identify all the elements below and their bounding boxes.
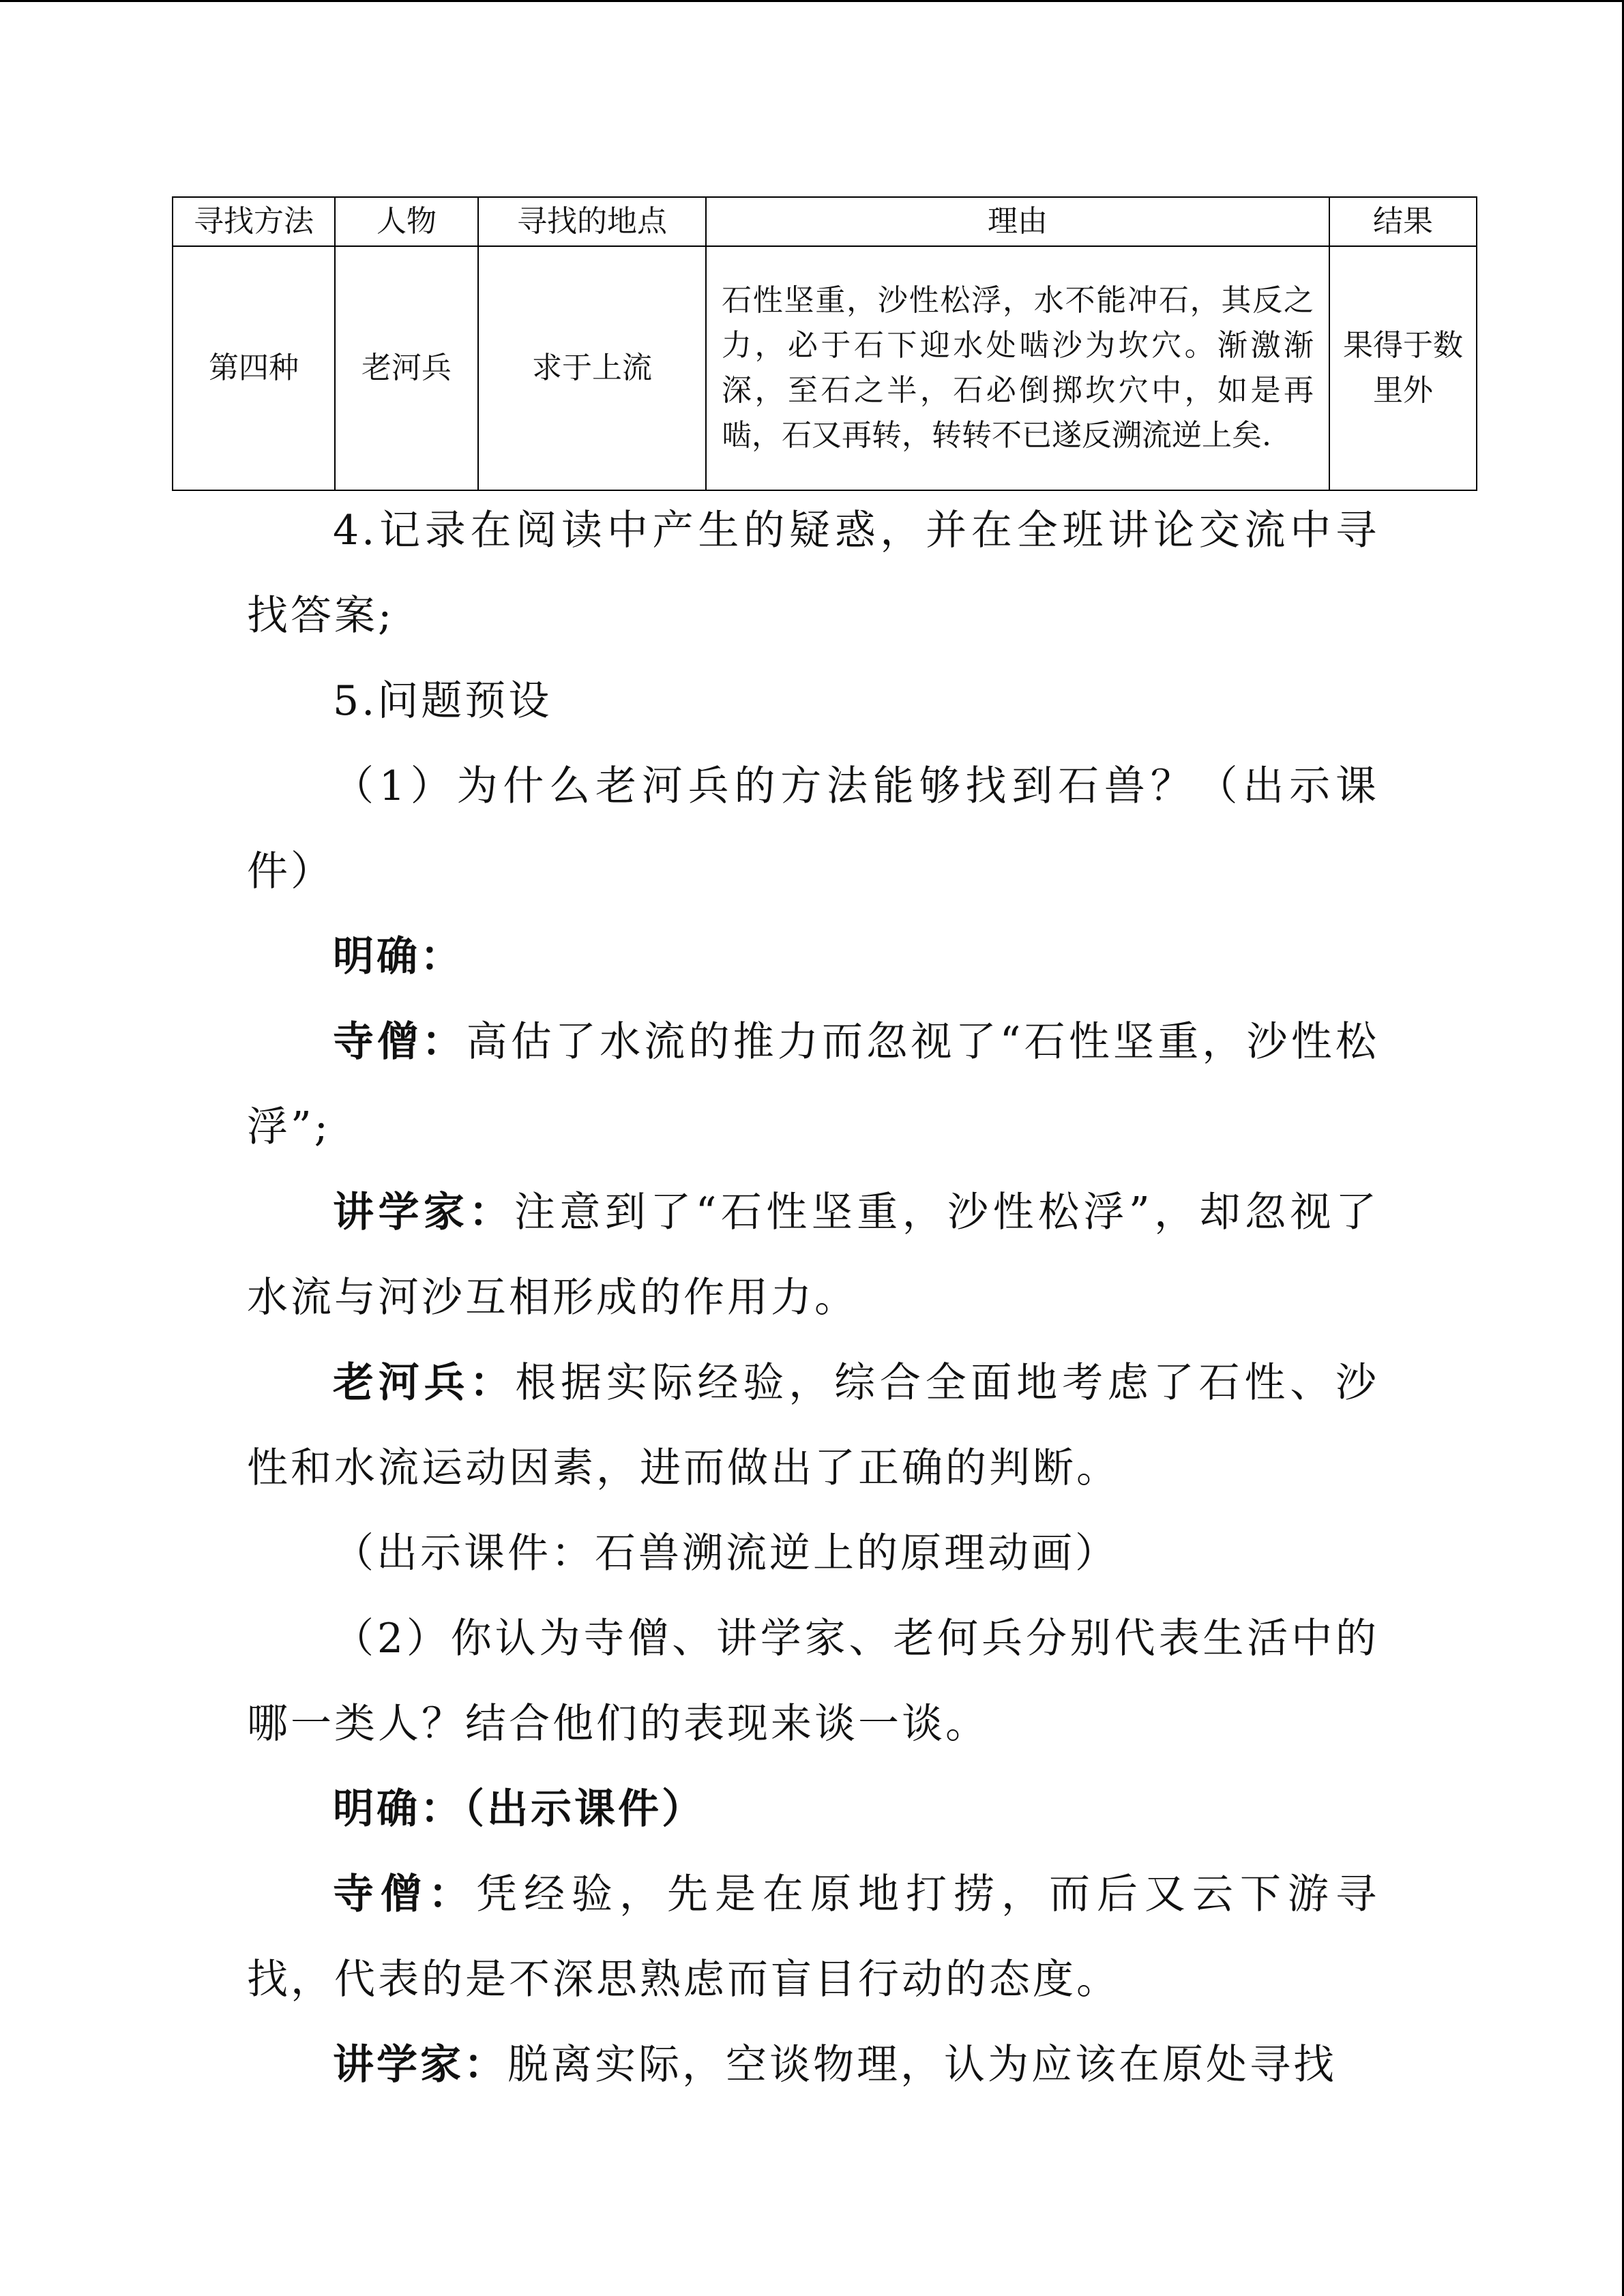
header-reason bbox=[706, 197, 1329, 246]
label-scholar: 讲学家： bbox=[333, 1189, 514, 1236]
text-monk-2: 凭经验，先是在原地打捞，而后又云下游寻找，代表的是不深思熟虑而盲目行动的态度。 bbox=[247, 1870, 1379, 2003]
label-soldier: 老河兵： bbox=[333, 1359, 516, 1407]
paragraph-scholar-2 bbox=[247, 2023, 1379, 2108]
header-result: 结果 bbox=[1329, 197, 1477, 246]
paragraph-monk-1 bbox=[247, 1000, 1379, 1170]
paragraph-question-2: （2）你认为寺僧、讲学家、老何兵分别代表生活中的哪一类人？结合他们的表现来谈一谈。 bbox=[247, 1615, 1379, 1748]
page-top-border bbox=[0, 0, 1624, 2]
header-reason-char-2: 由 bbox=[1018, 204, 1048, 239]
paragraph-courseware-note: （出示课件：石兽溯流逆上的原理动画） bbox=[333, 1530, 1119, 1577]
paragraph-record-doubts: 4.记录在阅读中产生的疑惑，并在全班讲论交流中寻找答案; bbox=[247, 507, 1379, 640]
cell-method: 第四种 bbox=[173, 246, 335, 490]
paragraph-clarify-1: 明确： bbox=[333, 933, 464, 981]
header-person: 人物 bbox=[335, 197, 478, 246]
table-row bbox=[173, 246, 1477, 490]
paragraph-question-1: （1）为什么老河兵的方法能够找到石兽？（出示课件） bbox=[247, 762, 1379, 895]
text-scholar-2: 脱离实际，空谈物理，认为应该在原处寻找 bbox=[507, 2041, 1337, 2089]
paragraph-clarify-2: 明确：（出示课件） bbox=[333, 1785, 705, 1833]
paragraph-monk-2 bbox=[247, 1852, 1379, 2023]
header-place: 寻找的地点 bbox=[478, 197, 706, 246]
text-soldier: 根据实际经验，综合全面地考虑了石性、沙性和水流运动因素，进而做出了正确的判断。 bbox=[247, 1359, 1380, 1492]
label-scholar-2: 讲学家： bbox=[333, 2041, 507, 2089]
label-monk-2: 寺僧： bbox=[333, 1870, 476, 1918]
table-header-row bbox=[173, 197, 1477, 246]
text-scholar: 注意到了“石性坚重，沙性松浮”，却忽视了水流与河沙互相形成的作用力。 bbox=[247, 1189, 1379, 1322]
text-monk: 高估了水流的推力而忽视了“石性坚重，沙性松浮”; bbox=[247, 1018, 1379, 1151]
cell-result: 果得于数里外 bbox=[1329, 246, 1477, 490]
header-reason-char-1: 理 bbox=[988, 204, 1018, 239]
header-method: 寻找方法 bbox=[173, 197, 335, 246]
paragraph-soldier-1 bbox=[247, 1341, 1379, 1511]
cell-reason: 石性坚重，沙性松浮，水不能冲石，其反之力，必于石下迎水处啮沙为坎穴。渐激渐深，至石之半，石必倒掷坎穴中，如是再啮，石又再转，转转不已遂反溯流逆上矣. bbox=[706, 246, 1329, 490]
label-monk: 寺僧： bbox=[333, 1018, 467, 1066]
paragraph-scholar-1 bbox=[247, 1170, 1379, 1341]
search-method-table bbox=[172, 196, 1477, 491]
paragraph-question-preset: 5.问题预设 bbox=[333, 677, 552, 725]
cell-place: 求于上流 bbox=[478, 246, 706, 490]
document-body bbox=[247, 488, 1379, 2108]
cell-person: 老河兵 bbox=[335, 246, 478, 490]
